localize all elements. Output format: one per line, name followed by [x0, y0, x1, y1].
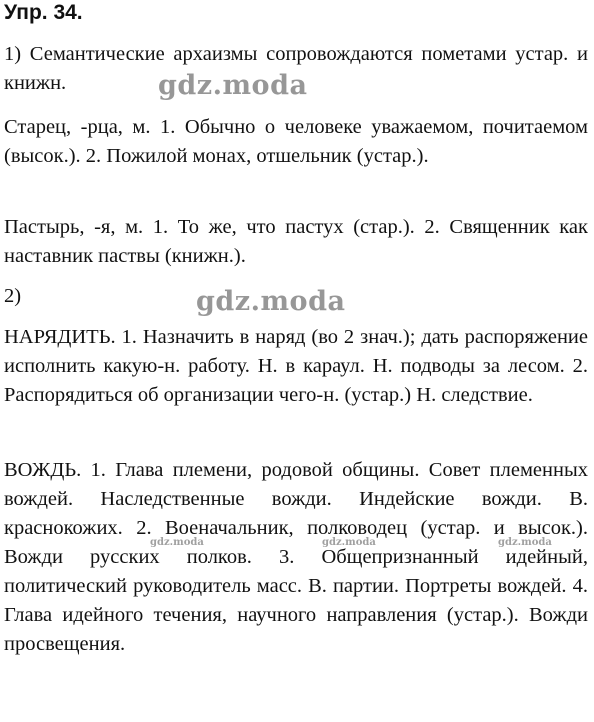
section-1-intro: 1) Семантические архаизмы сопровождаются пометами устар. и книжн.	[4, 43, 588, 94]
watermark-logo: gdz.moda	[158, 70, 308, 101]
dictionary-entry-vozhd: ВОЖДЬ. 1. Глава племени, родовой общины. Совет племенных вождей. Наследственные вожди. Индейские вожди. В. краснокожих. 2. Военачальник, полководец (устар. и высок.). Вожди русских полков. 3. Общепризнанный идейный, политический руководитель масс. В. партии. Портреты вождей. 4. Глава идейного течения, научного направления (устар.). Вожди просвещения.	[4, 459, 588, 655]
section-2-marker: 2)	[4, 285, 22, 307]
watermark-small: gdz.moda	[322, 537, 376, 548]
exercise-title: Упр. 34.	[4, 1, 83, 24]
dictionary-entry-starets: Старец, -рца, м. 1. Обычно о человеке уважаемом, почитаемом (высок.). 2. Пожилой монах, отшельник (устар.).	[4, 116, 588, 167]
watermark-small: gdz.moda	[150, 537, 204, 548]
dictionary-entry-pastyr: Пастырь, -я, м. 1. То же, что пастух (стар.). 2. Священник как наставник паствы (книжн.).	[4, 216, 588, 267]
dictionary-entry-naryadit: НАРЯДИТЬ. 1. Назначить в наряд (во 2 знач.); дать распоряжение исполнить какую-н. работу. Н. в караул. Н. подводы за лесом. 2. Распорядиться об организации чего-н. (устар.) Н. следствие.	[4, 326, 588, 406]
watermark-small: gdz.moda	[498, 537, 552, 548]
watermark-logo: gdz.moda	[196, 286, 346, 317]
